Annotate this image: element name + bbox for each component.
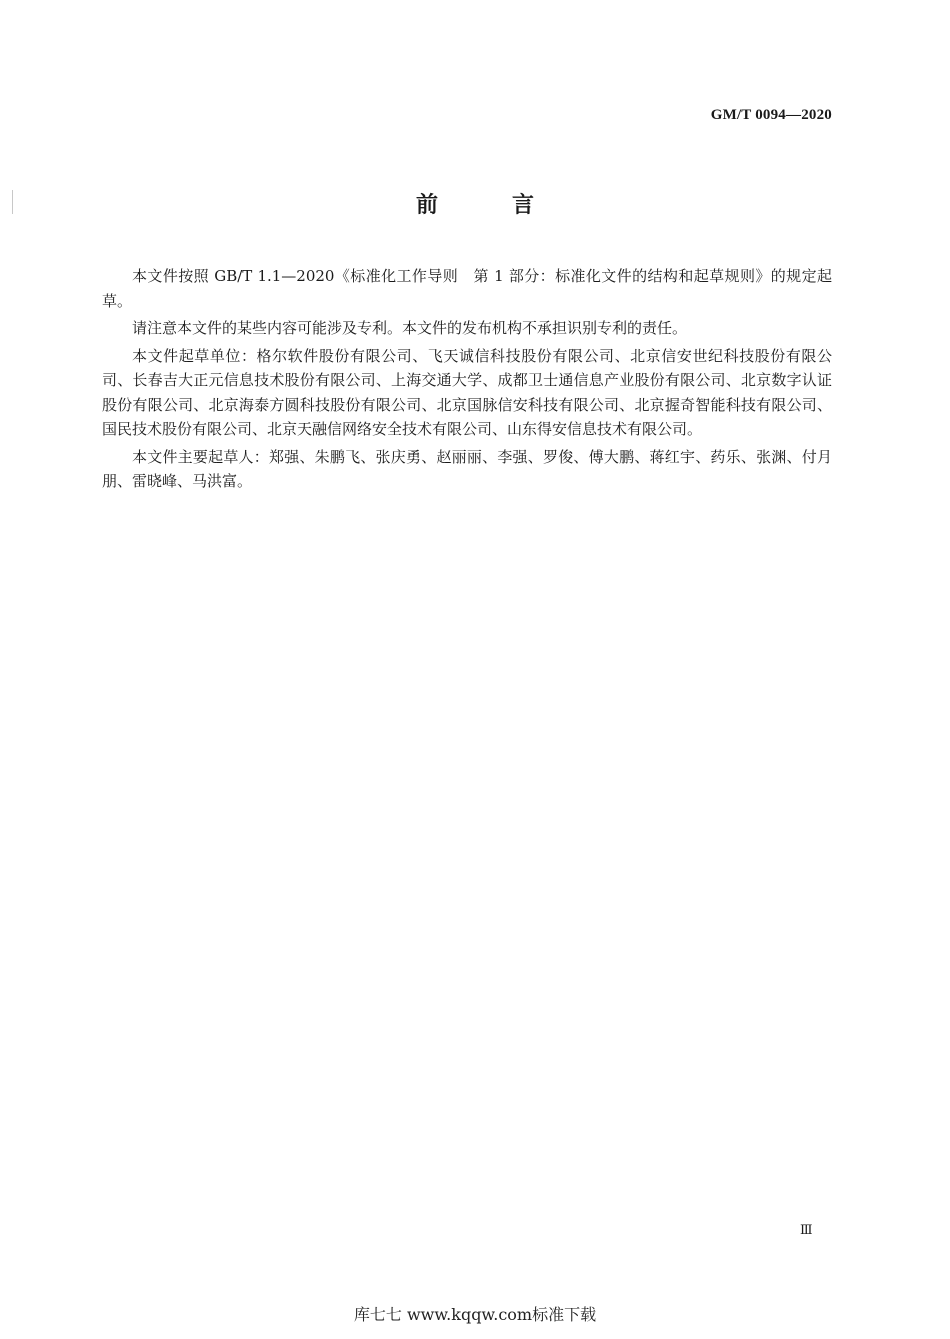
standard-code: GM/T 0094—2020	[710, 107, 832, 123]
page-number: Ⅲ	[800, 1222, 813, 1237]
preface-body	[102, 264, 832, 497]
watermark-text: 库七七 www.kqqw.com标准下载	[353, 1305, 597, 1324]
paragraph-patent-notice: 请注意本文件的某些内容可能涉及专利。本文件的发布机构不承担识别专利的责任。	[132, 319, 688, 337]
paragraph-drafting-units: 本文件起草单位：格尔软件股份有限公司、飞天诚信科技股份有限公司、北京信安世纪科技股份有限公司、长春吉大正元信息技术股份有限公司、上海交通大学、成都卫士通信息产业股份有限公司、北京数字认证股份有限公司、北京海泰方圆科技股份有限公司、北京国脉信安科技有限公司、北京握奇智能科技有限公司、国民技术股份有限公司、北京天融信网络安全技术有限公司、山东得安信息技术有限公司。	[102, 346, 832, 438]
paragraph-drafters: 本文件主要起草人：郑强、朱鹏飞、张庆勇、赵丽丽、李强、罗俊、傅大鹏、蒋红宇、药乐、张渊、付月朋、雷晓峰、马洪富。	[102, 447, 832, 490]
page-title: 前 言	[415, 193, 560, 218]
paragraph-drafting-rules: 本文件按照 GB/T 1.1—2020《标准化工作导则 第 1 部分：标准化文件的结构和起草规则》的规定起草。	[102, 267, 832, 310]
